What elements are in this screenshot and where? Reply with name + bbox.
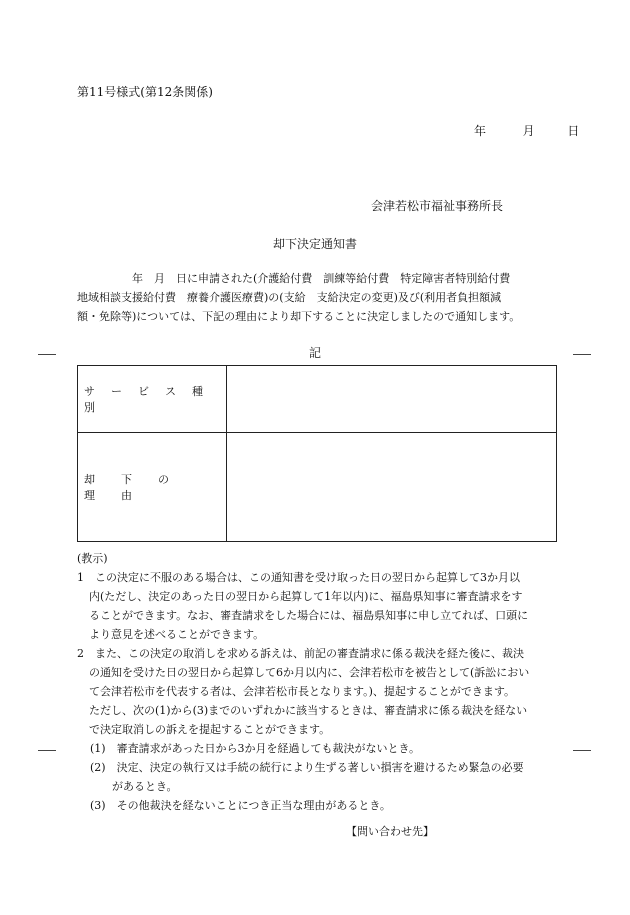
note-line: ただし、次の(1)から(3)までのいずれかに該当するときは、審査請求に係る裁決を経ない: [89, 704, 528, 717]
rejection-reason-label: 却下の理由: [78, 433, 227, 542]
ki-heading: 記: [308, 346, 321, 360]
sub-item: があるとき。: [90, 780, 178, 793]
body-line: 額・免除等)については、下記の理由により却下することに決定しましたので通知します。: [77, 310, 521, 323]
note-line: で決定取消しの訴えを提起することができます。: [89, 723, 331, 736]
note-line: 内(ただし、決定のあった日の翌日から起算して1年以内)に、福島県知事に審査請求をす: [89, 590, 523, 603]
table-row: [78, 366, 557, 433]
date-line: [474, 124, 579, 139]
date-month: 月: [522, 124, 535, 138]
notes-heading: (教示): [77, 552, 108, 565]
instruction-notes: [77, 549, 567, 815]
note-line: 1 この決定に不服のある場合は、この通知書を受け取った日の翌日から起算して3か月以: [77, 571, 520, 584]
service-type-value: [227, 366, 557, 433]
date-day: 日: [567, 124, 580, 138]
body-paragraph: [77, 269, 557, 326]
form-number: 第11号様式(第12条関係): [77, 85, 213, 99]
table-row: [78, 433, 557, 542]
date-year: 年: [474, 124, 487, 138]
sub-item: (1) 審査請求があった日から3か月を経過しても裁決がないとき。: [90, 742, 421, 755]
sub-item: (2) 決定、決定の執行又は手続の続行により生ずる著しい損害を避けるため緊急の必要: [90, 761, 524, 774]
margin-mark-right-bottom: [573, 750, 591, 751]
contact-heading: 【問い合わせ先】: [346, 825, 434, 838]
note-line: の通知を受けた日の翌日から起算して6か月以内に、会津若松市を被告として(訴訟におい: [89, 666, 530, 679]
sub-item: (3) その他裁決を経ないことにつき正当な理由があるとき。: [90, 799, 391, 812]
note-line: て会津若松市を代表する者は、会津若松市長となります。)、提起することができます。: [89, 685, 516, 698]
body-line: 年 月 日に申請された(介護給付費 訓練等給付費 特定障害者特別給付費: [77, 272, 511, 285]
note-line: 2 また、この決定の取消しを求める訴えは、前記の審査請求に係る裁決を経た後に、裁決: [77, 647, 524, 660]
note-line: より意見を述べることができます。: [89, 628, 265, 641]
sender-name: 会津若松市福祉事務所長: [371, 199, 504, 213]
margin-mark-left-bottom: [38, 750, 56, 751]
rejection-reason-value: [227, 433, 557, 542]
service-type-label: サービス種別: [78, 366, 227, 433]
record-table: [77, 365, 557, 542]
document-title: 却下決定通知書: [272, 237, 357, 251]
note-line: ることができます。なお、審査請求をした場合には、福島県知事に申し立てれば、口頭に: [89, 609, 529, 622]
body-line: 地域相談支援給付費 療養介護医療費)の(支給 支給決定の変更)及び(利用者負担額減: [77, 291, 502, 304]
